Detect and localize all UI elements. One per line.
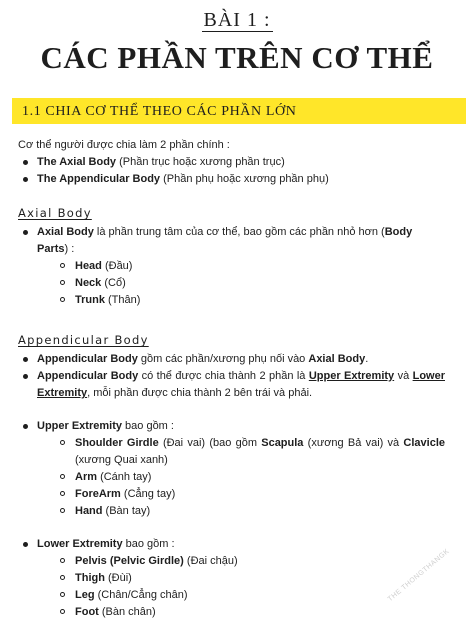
list-item: The Appendicular Body (Phần phụ hoặc xương phần phụ) [18, 171, 445, 188]
list-item: Hand (Bàn tay) [37, 503, 445, 520]
list-item: Appendicular Body có thể được chia thành 2 phần là Upper Extremity và Lower Extremity, mỗi phần được chia thành 2 bên trái và phải. [18, 368, 445, 402]
upper-extremity-list [18, 418, 445, 520]
appendicular-heading: Appendicular Body [18, 333, 149, 347]
lower-extremity-list [18, 536, 445, 621]
appendicular-list [18, 351, 445, 402]
list-item: ForeArm (Cẳng tay) [37, 486, 445, 503]
list-item: Leg (Chân/Cẳng chân) [37, 587, 445, 604]
list-item: Head (Đầu) [37, 258, 445, 275]
body-parts-list [37, 258, 445, 309]
section-title: 1.1 CHIA CƠ THỂ THEO CÁC PHẦN LỚN [22, 104, 297, 119]
list-item: Axial Body là phần trung tâm của cơ thể, bao gồm các phần nhỏ hơn (Body Parts) : Head (Đầu) Neck (Cổ) Trunk (Thân) [18, 224, 445, 309]
list-item: Arm (Cánh tay) [37, 469, 445, 486]
page-title: CÁC PHẦN TRÊN CƠ THỂ [40, 40, 434, 75]
list-item: Lower Extremity bao gồm : Pelvis (Pelvic Girdle) (Đai chậu) Thigh (Đùi) Leg (Chân/Cẳng chân) Foot (Bàn chân) [18, 536, 445, 621]
watermark: THE THONGTHANGK [386, 547, 451, 604]
intro-text: Cơ thể người được chia làm 2 phần chính : [18, 139, 230, 151]
axial-heading: Axial Body [18, 206, 92, 220]
lower-parts-list [37, 553, 445, 621]
upper-parts-list [37, 435, 445, 520]
list-item: The Axial Body (Phần trục hoặc xương phần trục) [18, 154, 445, 171]
list-item: Trunk (Thân) [37, 292, 445, 309]
list-item: Shoulder Girdle (Đai vai) (bao gồm Scapula (xương Bả vai) và Clavicle (xương Quai xanh) [37, 435, 445, 469]
list-item: Upper Extremity bao gồm : Shoulder Girdle (Đai vai) (bao gồm Scapula (xương Bả vai) và Clavicle (xương Quai xanh) Arm (Cánh tay) ForeArm (Cẳng tay) Hand (Bàn tay) [18, 418, 445, 520]
axial-list [18, 224, 445, 309]
list-item: Appendicular Body gồm các phần/xương phụ nối vào Axial Body. [18, 351, 445, 368]
intro-list [18, 154, 445, 188]
list-item: Pelvis (Pelvic Girdle) (Đai chậu) [37, 553, 445, 570]
list-item: Thigh (Đùi) [37, 570, 445, 587]
list-item: Foot (Bàn chân) [37, 604, 445, 621]
list-item: Neck (Cổ) [37, 275, 445, 292]
document-body [18, 137, 445, 621]
section-banner [12, 98, 466, 124]
lesson-number: BÀI 1 : [203, 9, 271, 31]
